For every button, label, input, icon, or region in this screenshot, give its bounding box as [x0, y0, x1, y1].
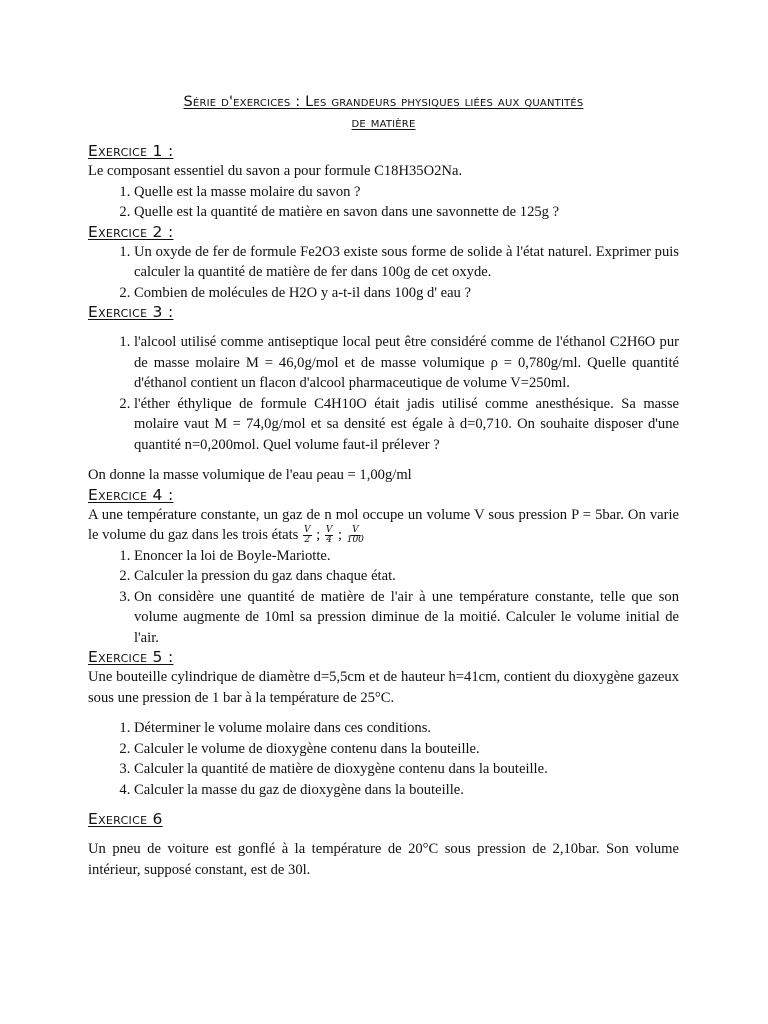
exercise-1 — [88, 142, 679, 223]
fraction-denominator: 4 — [326, 535, 332, 546]
exercise-5-heading: Exercice 5 : — [88, 648, 174, 666]
exercise-4-heading: Exercice 4 : — [88, 485, 174, 504]
fraction-v-over-100 — [347, 526, 364, 545]
exercise-5-intro: Une bouteille cylindrique de diamètre d=5,5cm et de hauteur h=41cm, contient du dioxygène gazeux sous une pression de 1 bar à la température de 25°C. — [88, 669, 679, 706]
exercise-4-intro: A une température constante, un gaz de n mol occupe un volume V sous pression P = 5bar. On varie le volume du gaz dans les trois états $\frac{V}{2}$ ; $\frac{V}{4}$ ; $\frac{V}{100}$ — [88, 506, 679, 546]
exercise-3 — [88, 303, 679, 486]
exercise-4-question-2: 2. Calculer la pression du gaz dans chaque état. — [134, 566, 679, 587]
fraction-denominator: 2 — [304, 535, 311, 546]
exercise-3-question-1: 1. l'alcool utilisé comme antiseptique local peut être considéré comme de l'éthanol C2H6O pur de masse molaire M = 46,0g/mol et de masse volumique ρ = 0,780g/ml. Quelle quantité d'éthanol contient un flacon d'alcool pharmaceutique de volume V=250ml. — [134, 332, 679, 394]
page-title — [88, 92, 679, 134]
exercise-2-question-1: 1. Un oxyde de fer de formule Fe2O3 existe sous forme de solide à l'état naturel. Exprimer puis calculer la quantité de matière de fer dans 100g de cet oxyde. — [134, 242, 679, 283]
exercise-3-questions — [88, 332, 679, 455]
exercise-5-question-2: 2. Calculer le volume de dioxygène contenu dans la bouteille. — [134, 739, 679, 760]
exercise-2-heading: Exercice 2 : — [88, 222, 174, 241]
title-line-2: de matière — [351, 115, 416, 131]
exercise-3-note: On donne la masse volumique de l'eau ρeau = 1,00g/ml — [88, 467, 412, 483]
exercise-6-heading: Exercice 6 — [88, 810, 163, 828]
fraction-v-over-4 — [325, 526, 334, 545]
exercise-2-questions — [88, 242, 679, 304]
exercise-5-question-3: 3. Calculer la quantité de matière de dioxygène contenu dans la bouteille. — [134, 759, 679, 780]
exercise-4-question-3: 3. On considère une quantité de matière de l'air à une température constante, telle que son volume augmente de 10ml sa pression diminue de la moitié. Calculer le volume initial de l'air. — [134, 587, 679, 649]
exercise-4 — [88, 486, 679, 649]
exercise-1-heading: Exercice 1 : — [88, 142, 174, 160]
exercise-1-question-2: 2. Quelle est la quantité de matière en savon dans une savonnette de 125g ? — [134, 202, 679, 223]
title-line-1: Série d'exercices : Les grandeurs physiques liées aux quantités — [183, 94, 584, 110]
exercise-6 — [88, 800, 679, 880]
document-page — [88, 92, 679, 880]
exercise-4-intro-text: A une température constante, un gaz de n mol occupe un volume V sous pression P = 5bar. On varie le volume du gaz dans les trois états — [88, 506, 679, 543]
exercise-6-intro: Un pneu de voiture est gonflé à la température de 20°C sous pression de 2,10bar. Son volume intérieur, supposé constant, est de 30l. — [88, 841, 679, 878]
exercise-1-questions — [88, 182, 679, 223]
fraction-numerator: V — [325, 525, 333, 536]
fraction-denominator: 100 — [346, 535, 364, 546]
exercise-2 — [88, 223, 679, 304]
fraction-v-over-2 — [303, 526, 312, 545]
exercise-3-question-2: 2. l'éther éthylique de formule C4H10O était jadis utilisé comme anesthésique. Sa masse molaire vaut M = 74,0g/mol et sa densité est égale à d=0,710. On souhaite disposer d'une quantité n=0,200mol. Quel volume faut-il prélever ? — [134, 394, 679, 456]
exercise-5 — [88, 648, 679, 800]
exercise-1-intro: Le composant essentiel du savon a pour formule C18H35O2Na. — [88, 163, 463, 179]
exercise-5-questions — [88, 718, 679, 800]
fraction-numerator: V — [304, 525, 311, 536]
exercise-3-heading: Exercice 3 : — [88, 303, 174, 321]
exercise-4-questions — [88, 546, 679, 649]
exercise-5-question-1: 1. Déterminer le volume molaire dans ces conditions. — [134, 718, 679, 739]
exercise-4-question-1: 1. Enoncer la loi de Boyle-Mariotte. — [134, 546, 679, 567]
exercise-5-question-4: 4. Calculer la masse du gaz de dioxygène dans la bouteille. — [134, 780, 679, 801]
exercise-2-question-2: 2. Combien de molécules de H2O y a-t-il dans 100g d' eau ? — [134, 283, 679, 304]
exercise-1-question-1: 1. Quelle est la masse molaire du savon ? — [134, 182, 679, 203]
fraction-numerator: V — [352, 525, 359, 536]
